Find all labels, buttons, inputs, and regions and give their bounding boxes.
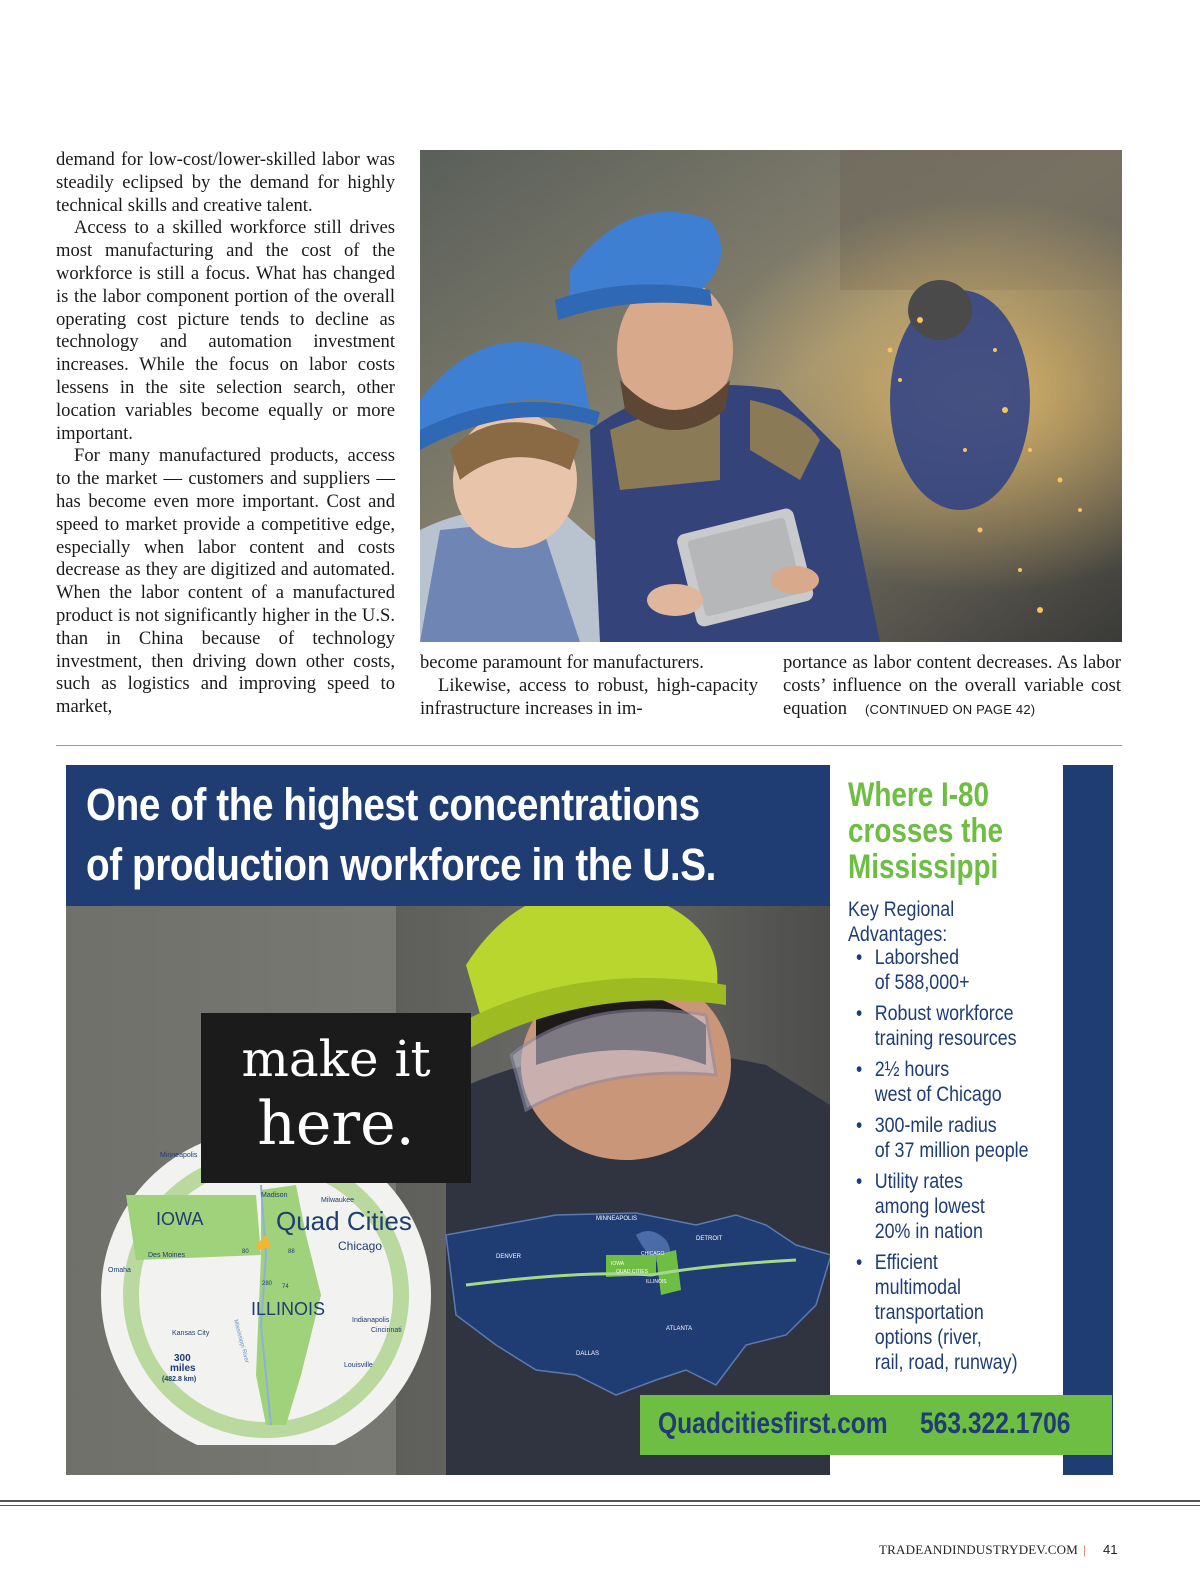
radius-label: (482.8 km) [162, 1376, 197, 1383]
article-column-3 [783, 652, 1121, 721]
list-item-line: Efficient [874, 1251, 938, 1274]
article-column-1 [56, 149, 395, 719]
us-map-label: QUAD CITIES [616, 1269, 648, 1275]
city-label: Madison [261, 1192, 288, 1199]
sidebar-title-line: Where I-80 [848, 776, 990, 814]
article-photo-workers [420, 150, 1122, 642]
paragraph: For many manufactured products, access to the market — customers and suppliers — has become even more important. Cost and speed to market provide a competitive edge, especially when labor content and costs decrease as they are digitized and automated. When the labor content of a manufactured product is not significantly higher in the U.S. than in China because of technology investment, then driving down other costs, such as logistics and improving speed to market, [56, 445, 395, 718]
ad-headline: of production workforce in the U.S. [86, 839, 716, 890]
city-label: Kansas City [172, 1330, 210, 1337]
us-map-label: DETROIT [696, 1236, 723, 1242]
ad-contact-bar [640, 1395, 1112, 1455]
radius-label: 300 [174, 1353, 191, 1364]
list-item-line: Robust workforce [874, 1002, 1014, 1025]
list-item-line: rail, road, runway) [874, 1351, 1018, 1374]
route-label: 88 [288, 1249, 295, 1255]
list-item-line: among lowest [874, 1195, 985, 1218]
page-number: 41 [1103, 1542, 1118, 1557]
us-map-label: MINNEAPOLIS [596, 1216, 638, 1222]
radius-label: miles [170, 1363, 196, 1374]
ad-side-stripe [1063, 765, 1113, 1475]
brand-label: Quad Cities [276, 1206, 412, 1236]
callout-text: make it [241, 1030, 431, 1088]
ad-sidebar [830, 765, 1063, 1475]
ad-headline: One of the highest concentrations [86, 779, 700, 830]
bullet-glyph: • [856, 946, 863, 969]
us-map-label: ILLINOIS [646, 1279, 667, 1285]
sidebar-subtitle-line: Advantages: [848, 923, 948, 946]
city-label: Minneapolis [160, 1152, 198, 1159]
list-item-line: Laborshed [874, 946, 960, 969]
paragraph: Access to a skilled workforce still drives most manufacturing and the cost of the workforce is still a focus. What has changed is the labor component portion of the overall operating cost picture tends to decline as technology and automation investment increases. While the focus on labor costs lessens in the site selection search, other location variables become equally or more important. [56, 217, 395, 444]
city-label: Des Moines [148, 1252, 185, 1259]
make-it-here-callout [201, 1013, 471, 1183]
us-map-label: DENVER [496, 1254, 522, 1260]
list-item-line: Utility rates [874, 1170, 963, 1193]
continued-note: (CONTINUED ON PAGE 42) [865, 701, 1036, 717]
list-item-line: 300-mile radius [874, 1114, 997, 1137]
route-label: 280 [262, 1281, 273, 1287]
route-label: 80 [242, 1249, 249, 1255]
divider [56, 745, 1122, 746]
footer-site: TRADEANDINDUSTRYDEV.COM [879, 1542, 1079, 1557]
list-item-line: 20% in nation [874, 1220, 983, 1243]
us-map-label: IOWA [611, 1261, 625, 1267]
paragraph: Likewise, access to robust, high-capacity infrastructure increases in im- [420, 674, 758, 719]
list-item [856, 1113, 1043, 1163]
city-label: Chicago [338, 1239, 383, 1253]
footer-rule [0, 1505, 1200, 1506]
footer-separator: | [1083, 1542, 1086, 1557]
list-item [856, 1250, 1043, 1375]
us-map-graphic [436, 1195, 836, 1415]
sidebar-title-line: Mississippi [848, 848, 999, 886]
bullet-glyph: • [856, 1251, 863, 1274]
city-label: Louisville [344, 1362, 373, 1369]
list-item-line: of 588,000+ [874, 971, 970, 994]
workers-illustration [420, 150, 1122, 642]
sidebar-subtitle-line: Key Regional [848, 898, 955, 921]
list-item-line: of 37 million people [874, 1139, 1029, 1162]
city-label: Indianapolis [352, 1317, 390, 1324]
quad-cities-advertisement [66, 765, 1113, 1475]
list-item [856, 945, 1043, 995]
state-label: ILLINOIS [251, 1299, 326, 1319]
route-label: 74 [282, 1284, 289, 1290]
us-map-label: CHICAGO [641, 1251, 665, 1257]
list-item [856, 1057, 1043, 1107]
us-map-label: ATLANTA [666, 1326, 693, 1332]
river-label: Mississippi River [232, 1318, 250, 1364]
list-item-line: options (river, [874, 1326, 982, 1349]
ad-headline-banner [66, 765, 830, 906]
bullet-glyph: • [856, 1170, 863, 1193]
callout-text: here. [257, 1089, 415, 1159]
bullet-glyph: • [856, 1058, 863, 1081]
sidebar-title [848, 777, 1024, 885]
state-label: IOWA [156, 1209, 204, 1229]
city-label: Cincinnati [371, 1327, 402, 1334]
city-label: Milwaukee [321, 1197, 355, 1204]
article-column-2 [420, 652, 758, 720]
list-item-line: multimodal [874, 1276, 962, 1299]
bullet-glyph: • [856, 1114, 863, 1137]
bullet-glyph: • [856, 1002, 863, 1025]
paragraph: portance as labor content decreases. As labor costs’ influence on the overall variable cost equation [783, 652, 1121, 719]
list-item-line: transportation [874, 1301, 984, 1324]
ad-phone-number: 563.322.1706 [920, 1407, 1071, 1440]
list-item-line: 2½ hours [874, 1058, 950, 1081]
us-map-label: DALLAS [576, 1351, 600, 1357]
city-label: Omaha [108, 1267, 131, 1274]
paragraph: demand for low-cost/lower-skilled labor was steadily eclipsed by the demand for highly technical skills and creative talent. [56, 149, 395, 216]
sidebar-subtitle [848, 897, 954, 947]
advantages-list [856, 945, 1076, 1381]
footer-rule [0, 1500, 1200, 1502]
list-item [856, 1001, 1043, 1051]
sidebar-title-line: crosses the [848, 812, 1003, 850]
paragraph: become paramount for manufacturers. [420, 652, 704, 673]
list-item-line: training resources [874, 1027, 1017, 1050]
list-item-line: west of Chicago [874, 1083, 1002, 1106]
list-item [856, 1169, 1043, 1244]
ad-website-link[interactable]: Quadcitiesfirst.com [658, 1407, 888, 1440]
